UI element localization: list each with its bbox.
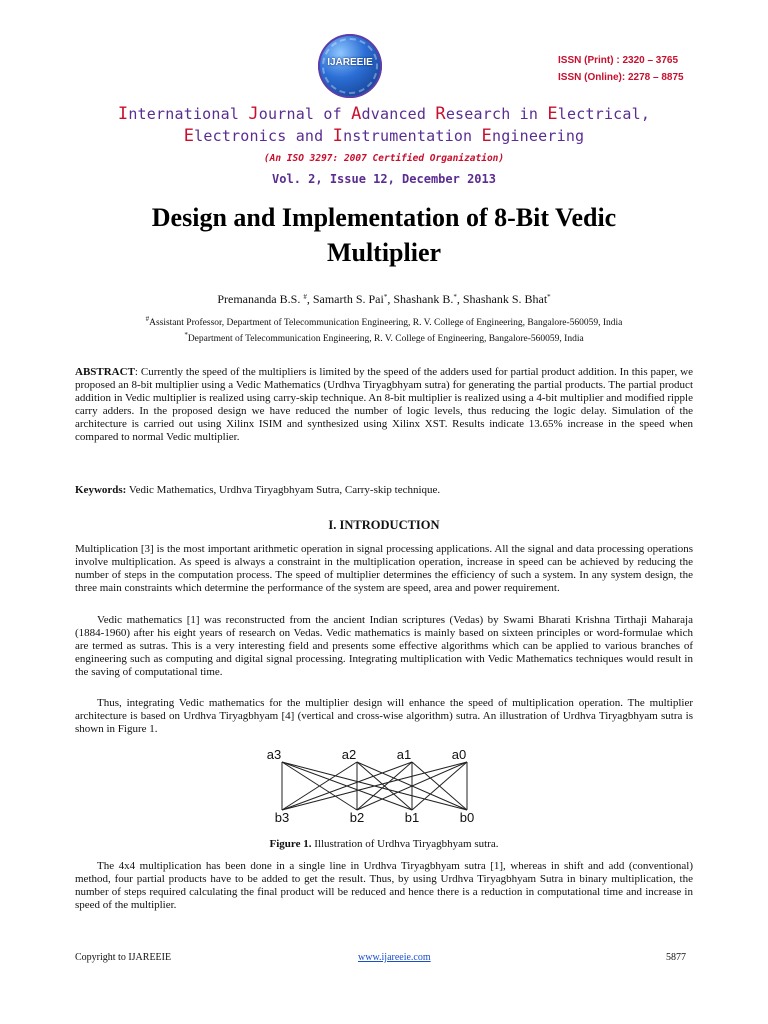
diagram-top-label: a2 [341, 748, 357, 762]
author-3: Shashank B. [393, 292, 454, 306]
jl1-w4: Electrical, [547, 104, 651, 124]
footer-website-wrap [358, 952, 431, 963]
author-3-mark: * [453, 293, 457, 301]
jl1-w1: Journal of [248, 104, 352, 124]
abstract-text: : Currently the speed of the multipliers is limited by the speed of the adders used for partial product addition. In this paper, we proposed an 8-bit multiplier using a Vedic Mathematics (Urdhva Tiryagbhyam sutra) for generating the partial products. The partial product addition in Vedic multiplier is realized using carry-skip technique. An 8-bit multiplier is realized using a 4-bit multiplier and modified ripple carry adders. In the proposed design we have reduced the number of logic levels, thus reducing the logic delay. Simulation of the architecture is carried out using Xilinx ISIM and synthesized using Xilinx XST. Results indicate 13.65% increase in the speed when compared to normal Vedic multiplier. [75, 366, 693, 443]
affiliation-2: *Department of Telecommunication Engineering, R. V. College of Engineering, Bangalore-560059, India [184, 331, 584, 344]
intro-paragraph-4: The 4x4 multiplication has been done in a single line in Urdhva Tiryagbhyam sutra [1], whereas in shift and add (conventional) method, four partial products have to be added to get the result. Thus, by using Urdhva Tiryagbhyam Sutra in binary multiplication, the number of steps required calculating the final product will be reduced and hence there is a reduction in computational time and increase in speed of the multiplier. [75, 860, 693, 911]
abstract [75, 366, 693, 444]
footer-page-number: 5877 [666, 952, 686, 963]
diagram-bottom-label: b3 [274, 810, 290, 823]
figure-labels [267, 748, 474, 823]
intro-paragraph-2: Vedic mathematics [1] was reconstructed from the ancient Indian scriptures (Vedas) by Swami Bharati Krishna Tirthaji Maharaja (1884-1960) after his eight years of research on Vedas. Vedic mathematics is mainly based on sixteen principles or word-formulae which are termed as sutras. This is a very interesting field and presents some effective algorithms which can be applied to various branches of engineering such as computing and digital signal processing. Integrating multiplication with Vedic Mathematics techniques would result in the saving of computational time. [75, 614, 693, 678]
logo-text: IJAREEIE [327, 57, 373, 68]
footer-website-link[interactable]: www.ijareeie.com [358, 952, 431, 963]
issn-online: ISSN (Online): 2278 – 8875 [558, 72, 684, 83]
author-2-mark: * [383, 293, 388, 301]
diagram-bottom-label: b1 [404, 810, 420, 823]
jl2-w2: Engineering [481, 126, 585, 146]
figure-caption-label: Figure 1. [269, 838, 312, 850]
intro-paragraph-1: Multiplication [3] is the most important arithmetic operation in signal processing applications. All the signal and data processing operations involve multiplication. As speed is always a constraint in the multiplication operation, increase in speed can be achieved by reducing the number of steps in the computation process. The speed of multiplier determines the efficiency of such a system. In any system design, the three main constraints which determine the performance of the system are speed, area and power requirement. [75, 543, 693, 594]
footer-copyright: Copyright to IJAREEIE [75, 952, 172, 963]
affiliation-1: #Assistant Professor, Department of Telecommunication Engineering, R. V. College of Engineering, Bangalore-560059, India [145, 315, 623, 328]
jl1-w2: Advanced [351, 104, 436, 124]
paper-title-line2: Multiplier [326, 238, 442, 267]
jl1-w3: Research in [435, 104, 548, 124]
journal-name-line1 [0, 104, 768, 124]
diagram-top-label: a3 [266, 748, 282, 762]
author-4-mark: * [547, 293, 551, 301]
figure-caption [0, 838, 768, 850]
section-heading: I. INTRODUCTION [328, 518, 440, 532]
abstract-label: ABSTRACT [75, 366, 135, 378]
author-4: Shashank S. Bhat [462, 292, 548, 306]
author-2: Samarth S. Pai [312, 292, 384, 306]
intro-paragraph-3: Thus, integrating Vedic mathematics for the multiplier design will enhance the speed of multiplication operation. The multiplier architecture is based on Urdhva Tiryagbhyam [4] (vertical and cross-wise algorithm) sutra. An illustration of Urdhva Tiryagbhyam sutra is shown in Figure 1. [75, 697, 693, 735]
jl2-w1: Instrumentation [332, 126, 482, 146]
volume-issue: Vol. 2, Issue 12, December 2013 [272, 172, 496, 186]
jl1-w0: International [117, 104, 249, 124]
jl2-w0: Electronics and [183, 126, 333, 146]
diagram-top-label: a1 [396, 748, 412, 762]
keywords-text: Vedic Mathematics, Urdhva Tiryagbhyam Sutra, Carry-skip technique. [126, 484, 441, 496]
keywords-label: Keywords: [75, 484, 127, 496]
authors: Premananda B.S. #, Samarth S. Pai*, Shashank B.*, Shashank S. Bhat* [217, 292, 551, 306]
diagram-top-label: a0 [451, 748, 467, 762]
diagram-bottom-label: b2 [349, 810, 365, 823]
journal-name-line2 [0, 126, 768, 146]
author-1-mark: # [303, 293, 307, 301]
diagram-bottom-label: b0 [459, 810, 475, 823]
certification: (An ISO 3297: 2007 Certified Organization) [263, 153, 505, 164]
author-1: Premananda B.S. [217, 292, 301, 306]
issn-print: ISSN (Print) : 2320 – 3765 [558, 55, 679, 66]
paper-title-line1: Design and Implementation of 8-Bit Vedic [151, 203, 617, 232]
urdhva-tiryagbhyam-diagram [257, 748, 517, 823]
figure-caption-text: Illustration of Urdhva Tiryagbhyam sutra. [311, 838, 499, 850]
journal-logo [318, 34, 382, 98]
keywords [75, 484, 693, 497]
figure-lines [282, 762, 467, 810]
